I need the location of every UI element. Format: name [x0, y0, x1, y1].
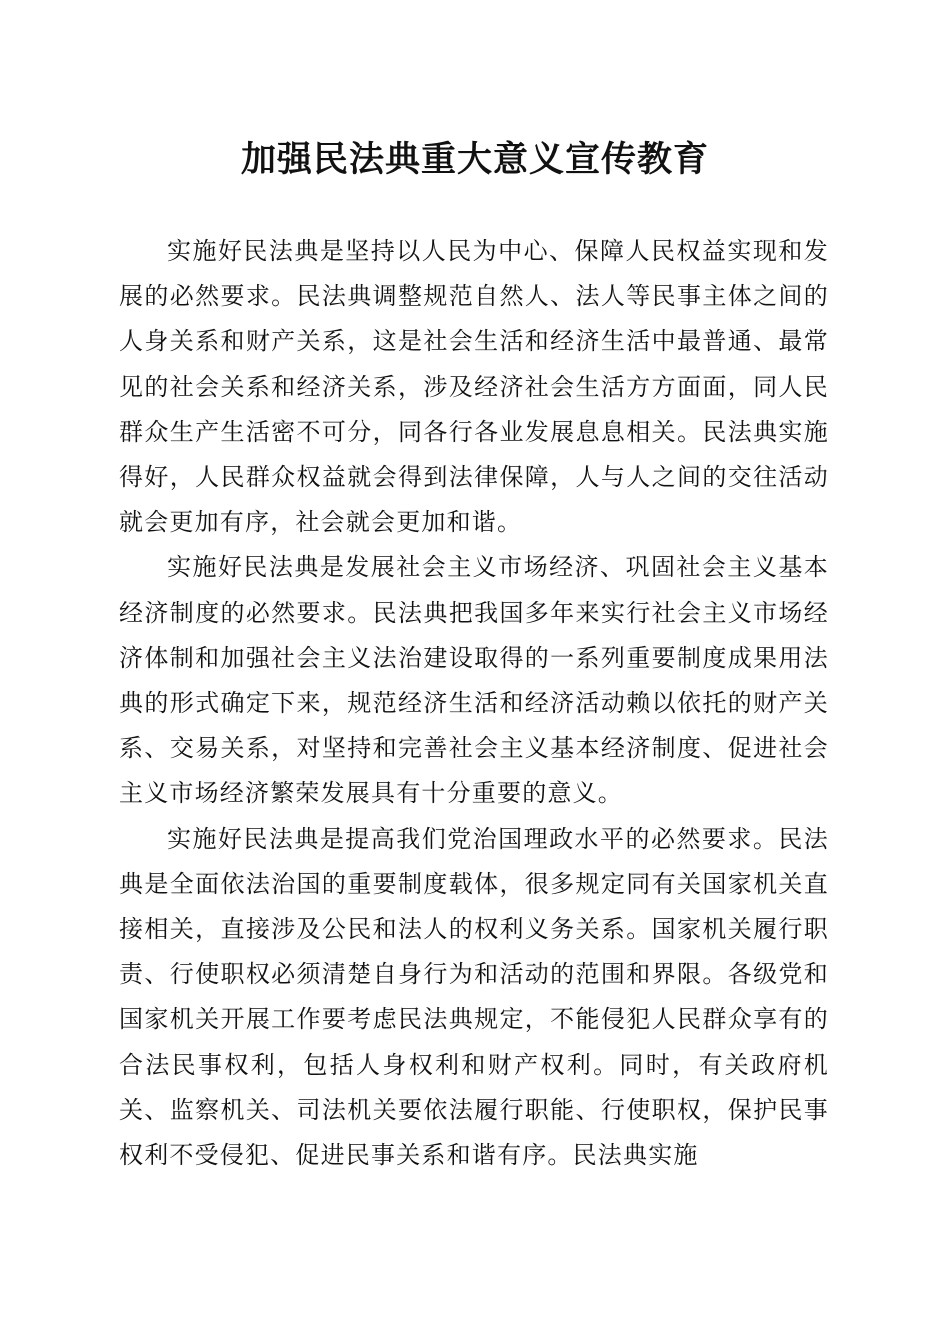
document-body [119, 229, 829, 1178]
page-title: 加强民法典重大意义宣传教育 [240, 139, 709, 180]
paragraph-2: 实施好民法典是发展社会主义市场经济、巩固社会主义基本经济制度的必然要求。民法典把我国多年来实行社会主义市场经济体制和加强社会主义法治建设取得的一系列重要制度成果用法典的形式确定下来，规范经济生活和经济活动赖以依托的财产关系、交易关系，对坚持和完善社会主义基本经济制度、促进社会主义市场经济繁荣发展具有十分重要的意义。 [119, 553, 829, 808]
paragraph-3: 实施好民法典是提高我们党治国理政水平的必然要求。民法典是全面依法治国的重要制度载体，很多规定同有关国家机关直接相关，直接涉及公民和法人的权利义务关系。国家机关履行职责、行使职权必须清楚自身行为和活动的范围和界限。各级党和国家机关开展工作要考虑民法典规定，不能侵犯人民群众享有的合法民事权利，包括人身权利和财产权利。同时，有关政府机关、监察机关、司法机关要依法履行职能、行使职权，保护民事权利不受侵犯、促进民事关系和谐有序。民法典实施 [119, 824, 829, 1170]
paragraph-1: 实施好民法典是坚持以人民为中心、保障人民权益实现和发展的必然要求。民法典调整规范自然人、法人等民事主体之间的人身关系和财产关系，这是社会生活和经济生活中最普通、最常见的社会关系和经济关系，涉及经济社会生活方方面面，同人民群众生产生活密不可分，同各行各业发展息息相关。民法典实施得好，人民群众权益就会得到法律保障，人与人之间的交往活动就会更加有序，社会就会更加和谐。 [119, 237, 829, 537]
